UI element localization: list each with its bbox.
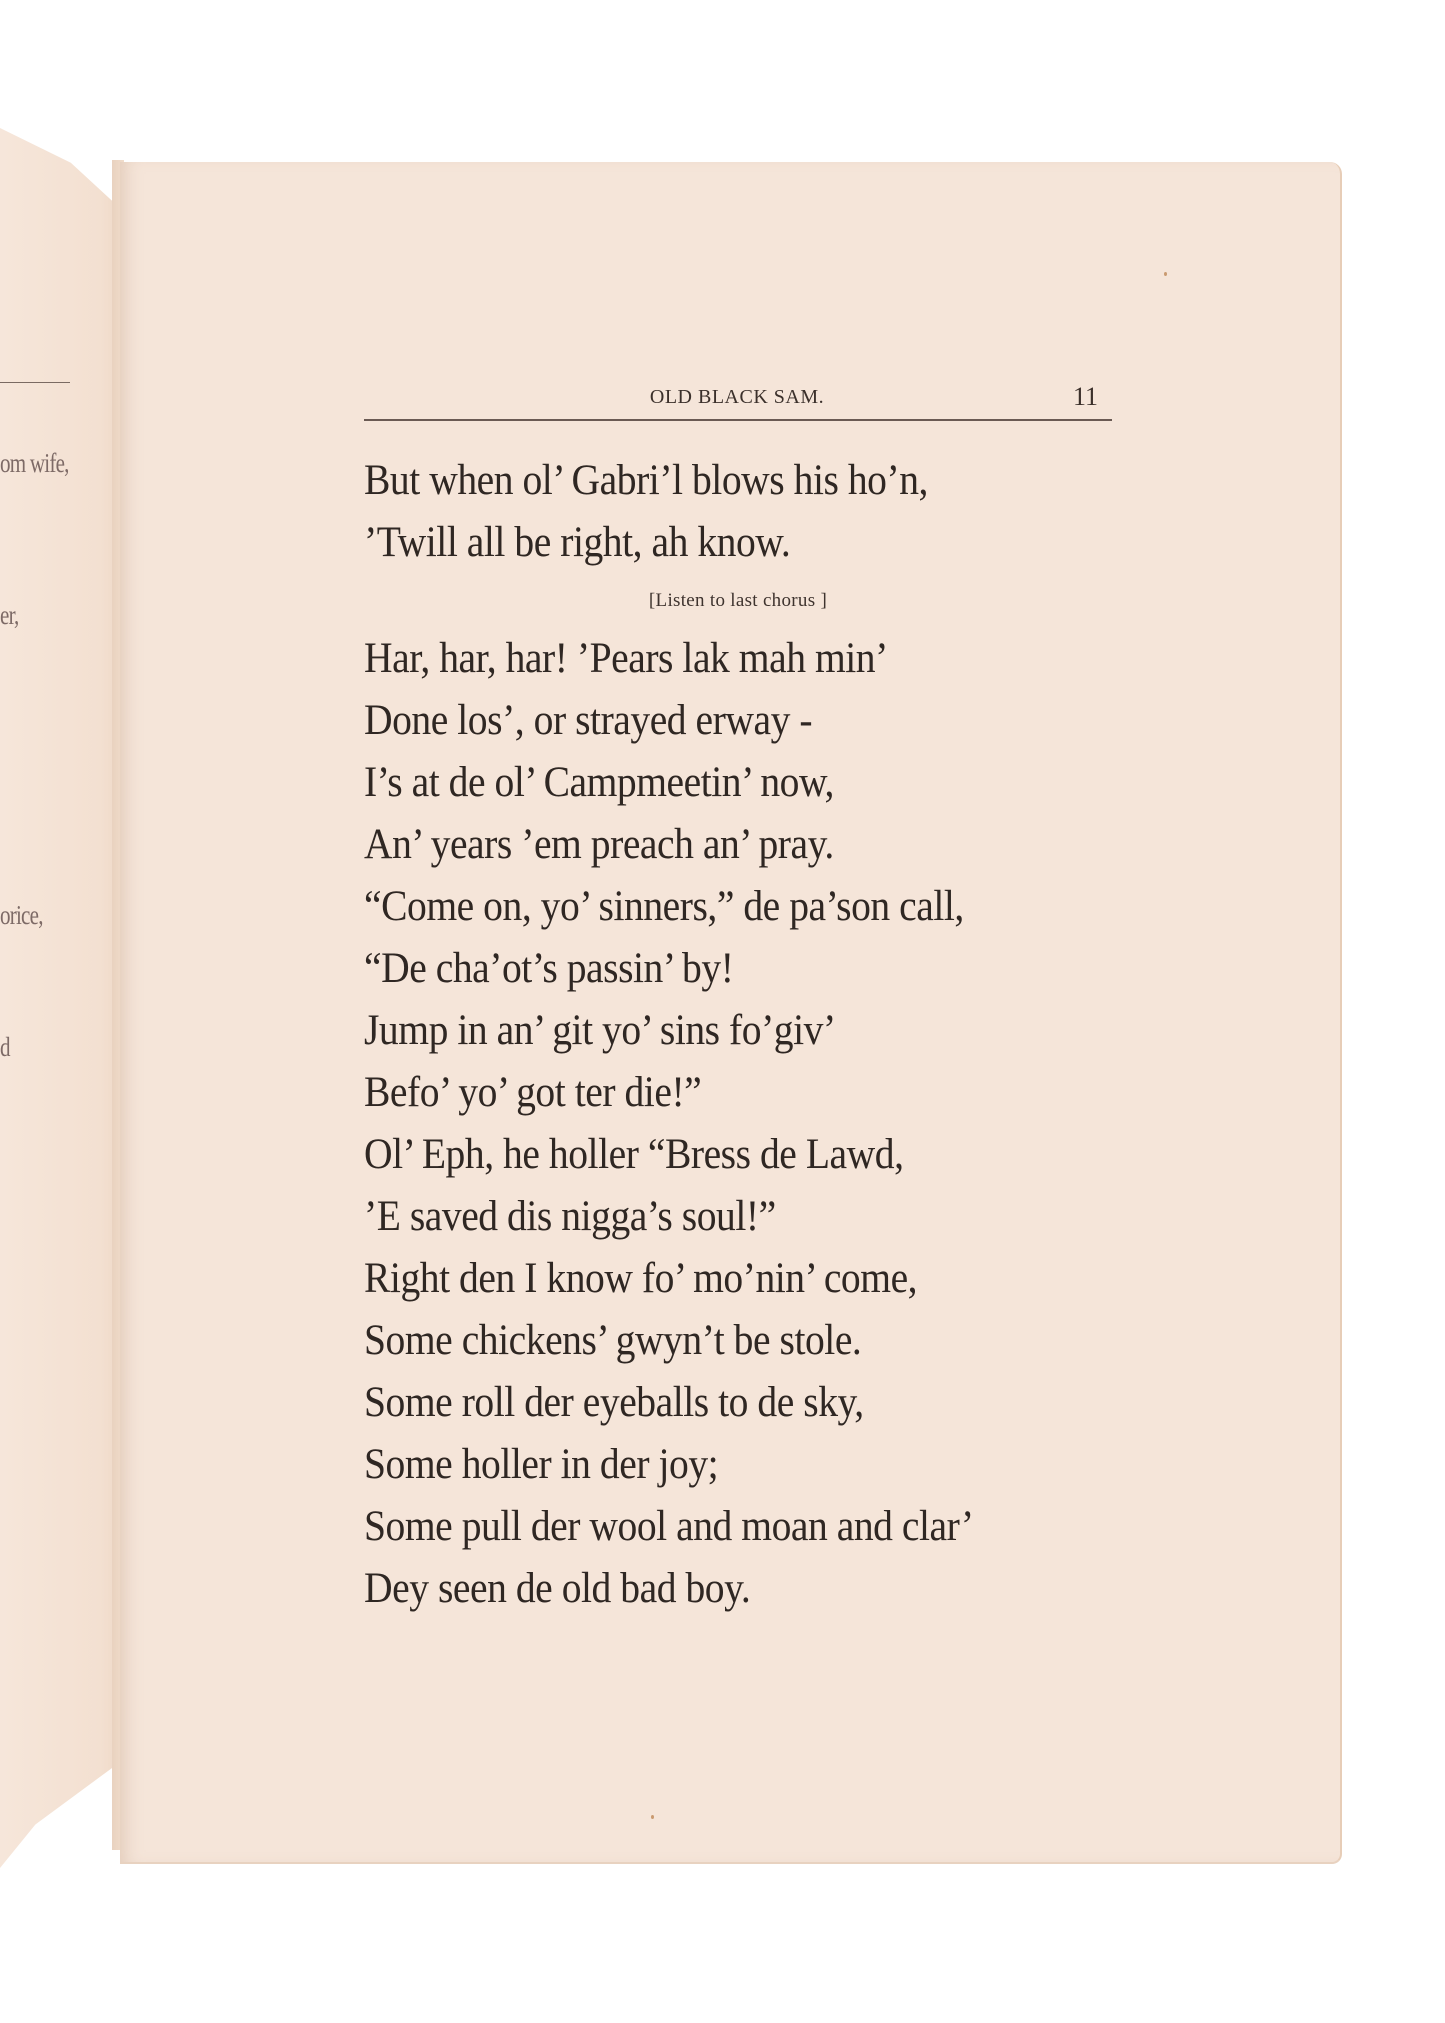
verse-line: Right den I know fo’ mo’nin’ come, bbox=[364, 1255, 918, 1302]
left-page-rule bbox=[0, 382, 70, 383]
verse-line: Done los’, or strayed erway - bbox=[364, 697, 813, 744]
verse-line: ’Twill all be right, ah know. bbox=[364, 519, 791, 566]
verse-line: Some holler in der joy; bbox=[364, 1441, 719, 1488]
left-page-text-fragment: orice, bbox=[0, 900, 43, 930]
verse-line: Some chickens’ gwyn’t be stole. bbox=[364, 1317, 862, 1364]
verse-line: Dey seen de old bad boy. bbox=[364, 1565, 751, 1612]
verse-line: I’s at de ol’ Campmeetin’ now, bbox=[364, 759, 834, 806]
stage-direction: [Listen to last chorus ] bbox=[648, 590, 828, 611]
verse-line: But when ol’ Gabri’l blows his ho’n, bbox=[364, 457, 928, 504]
verse-line: Har, har, har! ’Pears lak mah min’ bbox=[364, 635, 888, 682]
verse-line: ’E saved dis nigga’s soul!” bbox=[364, 1193, 776, 1240]
verse-line: Some roll der eyeballs to de sky, bbox=[364, 1379, 864, 1426]
verse-line: “Come on, yo’ sinners,” de pa’son call, bbox=[364, 883, 964, 930]
left-page-text-fragment: er, bbox=[0, 600, 19, 630]
facing-left-page bbox=[0, 128, 118, 1868]
verse-line: Befo’ yo’ got ter die!” bbox=[364, 1069, 702, 1116]
left-page-text-fragment: d bbox=[0, 1032, 10, 1062]
verse-line: Jump in an’ git yo’ sins fo’giv’ bbox=[364, 1007, 836, 1054]
left-page-text-fragment: om wife, bbox=[0, 448, 69, 478]
header-rule bbox=[364, 419, 1112, 421]
paper-speck bbox=[651, 1815, 654, 1819]
verse-line: “De cha’ot’s passin’ by! bbox=[364, 945, 734, 992]
verse-line: Ol’ Eph, he holler “Bress de Lawd, bbox=[364, 1131, 904, 1178]
verse-line: An’ years ’em preach an’ pray. bbox=[364, 821, 834, 868]
verse-line: Some pull der wool and moan and clar’ bbox=[364, 1503, 974, 1550]
page-number: 11 bbox=[1072, 382, 1098, 411]
running-header bbox=[364, 382, 1110, 416]
poem-body bbox=[364, 450, 1144, 1620]
paper-speck bbox=[1164, 272, 1167, 276]
running-title: OLD BLACK SAM. bbox=[649, 386, 825, 408]
